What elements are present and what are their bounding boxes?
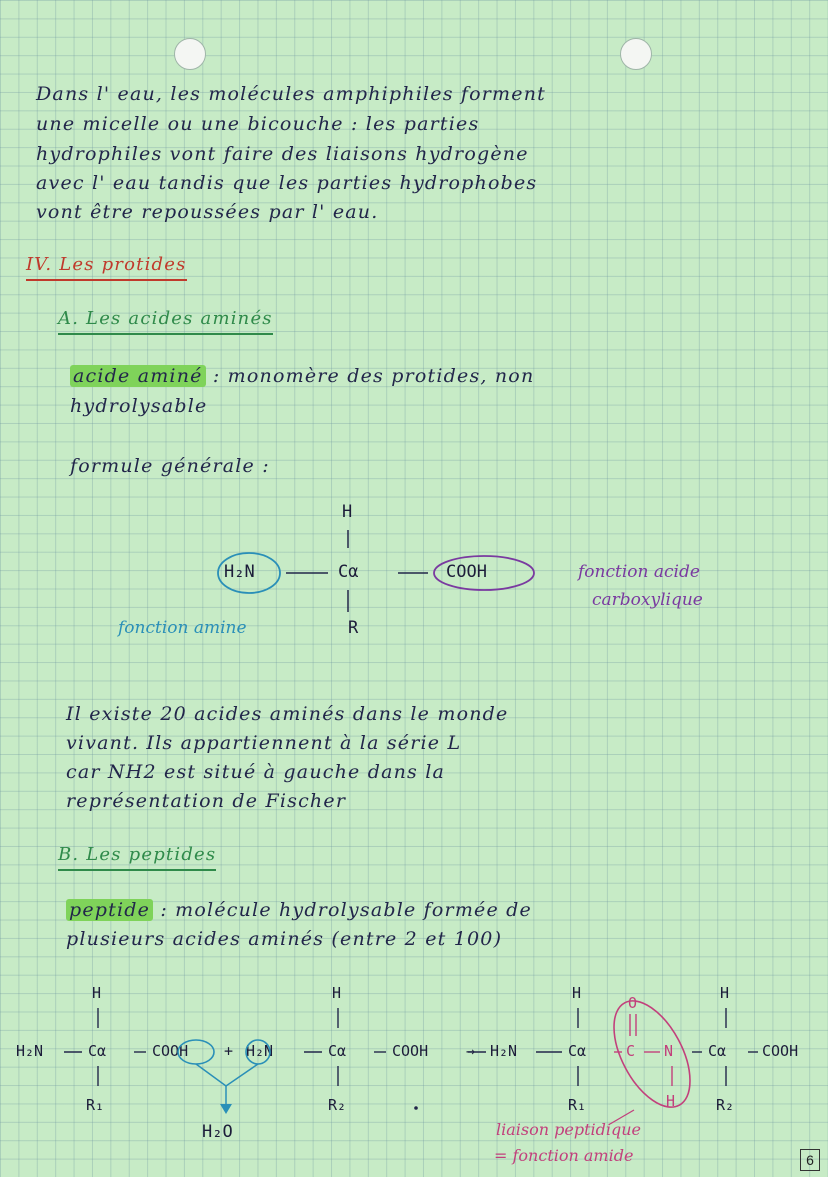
reaction-amine2: H₂N (246, 1042, 274, 1060)
formula-cooh: COOH (446, 562, 487, 582)
reaction-arrow: → (466, 1042, 476, 1060)
intro-line-5: vont être repoussées par l' eau. (36, 201, 379, 223)
formula-calpha: Cα (338, 562, 359, 582)
reaction-ca2: Cα (328, 1042, 347, 1060)
reaction-c-amide: C (626, 1042, 636, 1060)
fischer-line-2: vivant. Ils appartiennent à la série L (66, 732, 462, 754)
circle-peptide-bond (598, 989, 705, 1120)
circle-h (246, 1040, 270, 1064)
label-liaison-peptidique: liaison peptidique (496, 1120, 641, 1139)
def-aa-term: acide aminé (70, 365, 206, 387)
def-aa-text-1: : monomère des protides, non (212, 365, 535, 387)
intro-line-3: hydrophiles vont faire des liaisons hydrogène (36, 143, 529, 165)
reaction-cooh1: COOH (152, 1042, 189, 1060)
reaction-ca3: Cα (568, 1042, 587, 1060)
reaction-r3: R₁ (568, 1096, 587, 1114)
reaction-r4: R₂ (716, 1096, 735, 1114)
reaction-h3: H (572, 984, 582, 1002)
formule-label: formule générale : (70, 455, 270, 477)
reaction-h-amide: H (666, 1092, 676, 1110)
amide-bonds (614, 1014, 672, 1086)
reaction-n-amide: N (664, 1042, 674, 1060)
intro-line-4: avec l' eau tandis que les parties hydrophobes (36, 172, 538, 194)
reaction-amine1: H₂N (16, 1042, 44, 1060)
fischer-line-4: représentation de Fischer (66, 790, 347, 812)
water-arrow-head (220, 1104, 232, 1114)
reaction-h2: H (332, 984, 342, 1002)
intro-line-1: Dans l' eau, les molécules amphiphiles forment (36, 83, 546, 105)
section-b-heading: B. Les peptides (58, 840, 216, 871)
def-peptide-term: peptide (66, 899, 153, 921)
circle-oh (178, 1040, 214, 1064)
fischer-line-1: Il existe 20 acides aminés dans le monde (66, 703, 509, 725)
reaction-water: H₂O (202, 1122, 233, 1142)
reaction-ca4: Cα (708, 1042, 727, 1060)
reaction-cooh4: COOH (762, 1042, 799, 1060)
def-peptide-line-2: plusieurs acides aminés (entre 2 et 100) (66, 928, 503, 950)
reaction-r1: R₁ (86, 1096, 105, 1114)
def-aa-line-2: hydrolysable (70, 395, 208, 417)
page-number: 6 (800, 1149, 820, 1171)
reaction-h4: H (720, 984, 730, 1002)
fischer-line-3: car NH2 est situé à gauche dans la (66, 761, 446, 783)
formula-r: R (348, 618, 359, 638)
section-iv-heading: IV. Les protides (26, 250, 187, 281)
circle-cooh (434, 556, 534, 590)
reaction-r2: R₂ (328, 1096, 347, 1114)
section-a-heading: A. Les acides aminés (58, 304, 273, 335)
intro-line-2-text: une micelle ou une bicouche : les parties (36, 113, 480, 135)
peptide-pointer (610, 1110, 634, 1124)
water-merge-lines (196, 1064, 258, 1086)
reaction-plus: + (224, 1042, 234, 1060)
reaction-h1: H (92, 984, 102, 1002)
def-peptide-text-1: : molécule hydrolysable formée de (160, 899, 532, 921)
reaction-cooh2: COOH (392, 1042, 429, 1060)
formula-amine: H₂N (224, 562, 255, 582)
stray-dot (414, 1106, 418, 1110)
reaction-ca1: Cα (88, 1042, 107, 1060)
label-fonction-acide-1: fonction acide (578, 562, 700, 582)
label-fonction-amide: = fonction amide (494, 1146, 634, 1165)
reaction-bonds (64, 1008, 758, 1086)
reaction-amine3: H₂N (490, 1042, 518, 1060)
label-fonction-amine: fonction amine (118, 618, 247, 638)
label-fonction-acide-2: carboxylique (592, 590, 703, 610)
reaction-o-amide: O (628, 994, 638, 1012)
circle-amine (218, 553, 280, 593)
formula-h-top: H (342, 502, 353, 522)
